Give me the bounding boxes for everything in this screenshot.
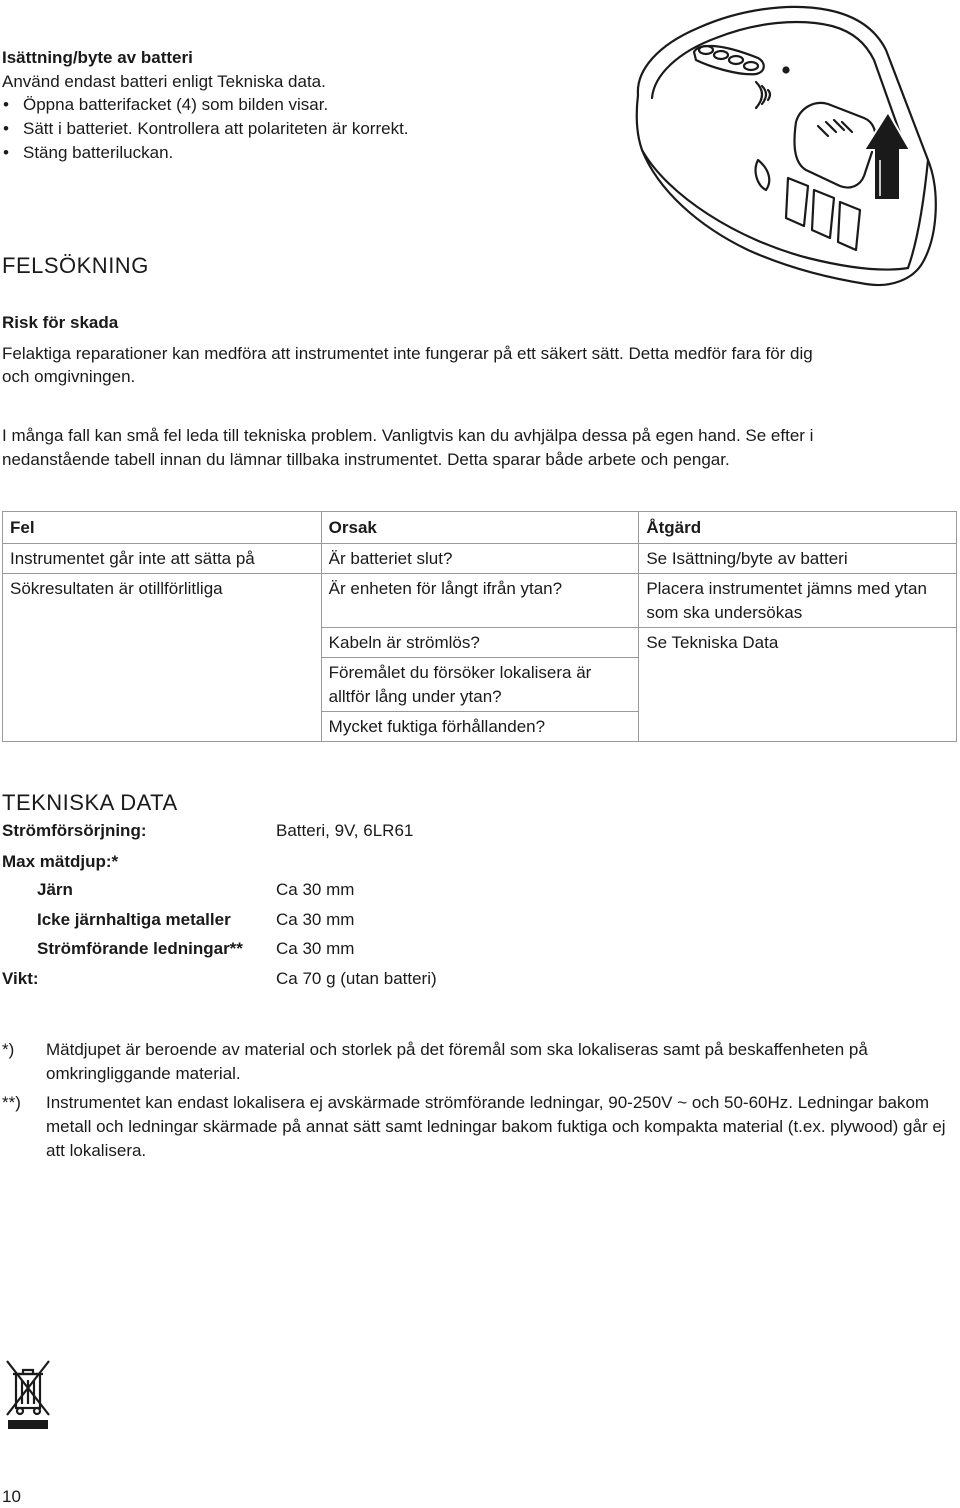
battery-intro: Använd endast batteri enligt Tekniska data. xyxy=(2,72,326,91)
table-row xyxy=(3,574,957,628)
power-label: Strömförsörjning: xyxy=(2,821,147,840)
table-cell: Föremålet du försöker lokalisera är alltför lång under ytan? xyxy=(321,658,639,712)
weight-label: Vikt: xyxy=(2,969,39,988)
battery-title: Isättning/byte av batteri xyxy=(2,48,193,67)
footnote-2 xyxy=(0,1091,960,1163)
table-cell: Är batteriet slut? xyxy=(321,544,639,574)
device-illustration xyxy=(628,0,960,290)
table-cell: Se Isättning/byte av batteri xyxy=(639,544,957,574)
table-header-row xyxy=(3,512,957,544)
warning-title: Risk för skada xyxy=(2,313,119,332)
footnote-mark: **) xyxy=(2,1093,21,1112)
table-cell: Sökresultaten är otillförlitliga xyxy=(3,574,322,742)
table-header-cell: Fel xyxy=(3,512,322,544)
tech-heading: TEKNISKA DATA xyxy=(2,790,178,815)
battery-step: • Stäng batteriluckan. xyxy=(2,141,409,165)
footnote-mark: *) xyxy=(2,1040,15,1059)
crossed-out-bin-icon xyxy=(4,1358,52,1434)
footnote-1 xyxy=(0,1038,960,1088)
info-line: I många fall kan små fel leda till tekniska problem. Vanligtvis kan du avhjälpa dessa på egen hand. Se efter i xyxy=(2,426,814,445)
live-wires-label: Strömförande ledningar** xyxy=(37,939,243,958)
table-row xyxy=(3,544,957,574)
troubleshooting-heading: FELSÖKNING xyxy=(2,253,149,278)
depth-label: Max mätdjup:* xyxy=(2,852,119,871)
table-header-cell: Orsak xyxy=(321,512,639,544)
iron-label: Järn xyxy=(37,880,73,899)
footnote-text: Instrumentet kan endast lokalisera ej avskärmade strömförande ledningar, 90-250V ~ och 50-60Hz. Ledningar bakom metall och ledningar skärmade på annat sätt samt ledningar bakom fuktiga och kompakta material (t.ex. plywood) går ej att lokalisera. xyxy=(46,1093,946,1160)
table-header-cell: Åtgärd xyxy=(639,512,957,544)
table-cell: Är enheten för långt ifrån ytan? xyxy=(321,574,639,628)
iron-value: Ca 30 mm xyxy=(276,880,355,899)
warning-line: och omgivningen. xyxy=(2,367,136,386)
troubleshooting-table xyxy=(2,511,957,742)
power-value: Batteri, 9V, 6LR61 xyxy=(276,821,414,840)
nonferrous-label: Icke järnhaltiga metaller xyxy=(37,910,231,929)
table-cell: Kabeln är strömlös? xyxy=(321,628,639,658)
battery-steps xyxy=(2,93,409,165)
nonferrous-value: Ca 30 mm xyxy=(276,910,355,929)
battery-step: • Sätt i batteriet. Kontrollera att polariteten är korrekt. xyxy=(2,117,409,141)
table-cell: Se Tekniska Data xyxy=(639,628,957,742)
warning-line: Felaktiga reparationer kan medföra att instrumentet inte fungerar på ett säkert sätt. Detta medför fara för dig xyxy=(2,344,813,363)
page-number: 10 xyxy=(2,1487,21,1506)
table-cell: Placera instrumentet jämns med ytan som ska undersökas xyxy=(639,574,957,628)
table-cell: Instrumentet går inte att sätta på xyxy=(3,544,322,574)
footnote-text: Mätdjupet är beroende av material och storlek på det föremål som ska lokaliseras samt på beskaffenheten på omkringliggande material. xyxy=(46,1040,868,1083)
info-line: nedanstående tabell innan du lämnar tillbaka instrumentet. Detta sparar både arbete och pengar. xyxy=(2,450,730,469)
table-cell: Mycket fuktiga förhållanden? xyxy=(321,712,639,742)
battery-step: • Öppna batterifacket (4) som bilden visar. xyxy=(2,93,409,117)
weight-value: Ca 70 g (utan batteri) xyxy=(276,969,437,988)
live-wires-value: Ca 30 mm xyxy=(276,939,355,958)
